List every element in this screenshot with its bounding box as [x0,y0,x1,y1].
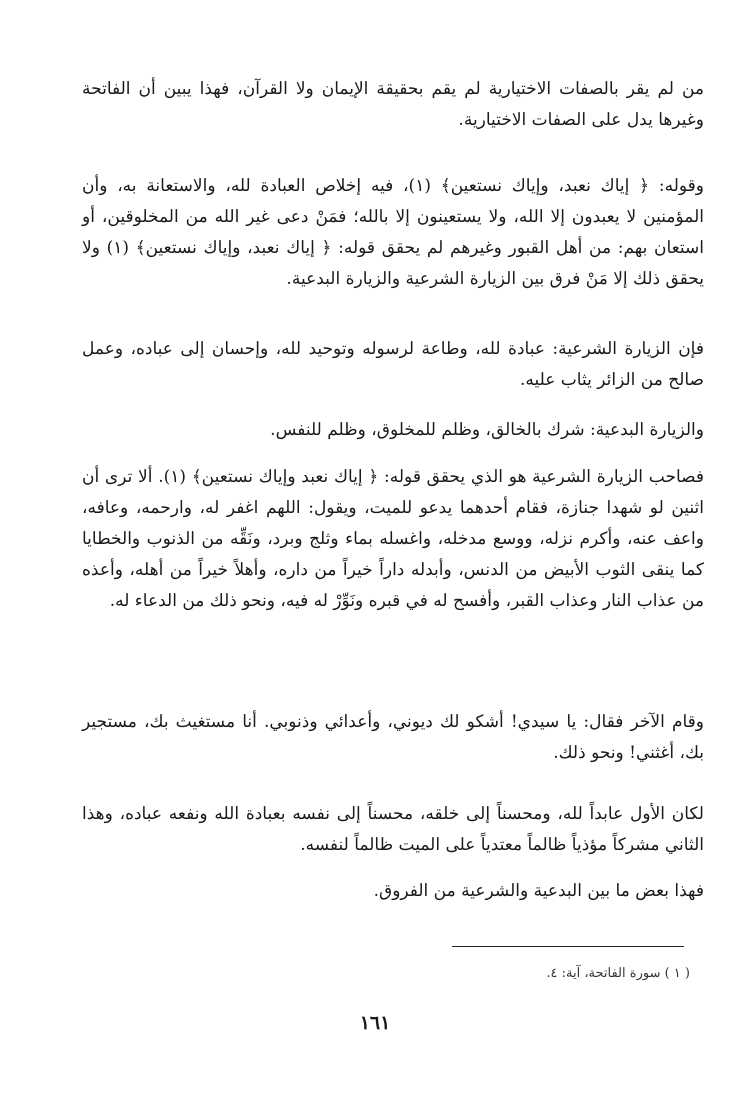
footnote-divider [452,946,684,947]
paragraph-conclusion: فهذا بعض ما بين البدعية والشرعية من الفروق. [373,881,704,901]
footnote: ( ١ ) سورة الفاتحة، آية: ٤. [546,966,690,981]
paragraph-funeral-example: فصاحب الزيارة الشرعية هو الذي يحقق قوله: ﴿ إياك نعبد وإياك نستعين﴾ (١). ألا ترى أن اثنين لو شهدا جنازة، فقام أحدهما يدعو للميت، ويقول: اللهم اغفر له، وارحمه، وعافه، واعف عنه، وأكرم نزله، ووسع مدخله، واغسله بماء وثلج وبرد، ونَقِّه من الذنوب والخطايا كما ينقى الثوب الأبيض من الدنس، وأبدله داراً خيراً من داره، وأهلاً خيراً من أهله، وأعذه من عذاب النار وعذاب القبر، وأفسح له في قبره ونَوِّرْ له فيه، ونحو ذلك من الدعاء له. [82,467,704,611]
paragraph-innovated-visitation: والزيارة البدعية: شرك بالخالق، وظلم للمخلوق، وظلم للنفس. [270,420,704,440]
paragraph-comparison: لكان الأول عابداً لله، ومحسناً إلى خلقه، محسناً إلى نفسه بعبادة الله ونفعه عباده، وهذا الثاني مشركاً مؤذياً ظالماً معتدياً على الميت ظالماً لنفسه. [82,804,704,855]
paragraph-second-visitor: وقام الآخر فقال: يا سيدي! أشكو لك ديوني، وأعدائي وذنوبي. أنا مستغيث بك، مستجير بك، أغثني! ونحو ذلك. [82,712,704,763]
page-number: ١٦١ [359,1012,391,1034]
paragraph-legitimate-visitation: فإن الزيارة الشرعية: عبادة لله، وطاعة لرسوله وتوحيد لله، وإحسان إلى عباده، وعمل صالح من الزائر يثاب عليه. [82,339,704,390]
paragraph-voluntary-attributes: من لم يقر بالصفات الاختيارية لم يقم بحقيقة الإيمان ولا القرآن، فهذا يبين أن الفاتحة وغيرها يدل على الصفات الاختيارية. [82,79,704,130]
paragraph-worship-and-seeking-help: وقوله: ﴿ إياك نعبد، وإياك نستعين﴾ (١)، فيه إخلاص العبادة لله، والاستعانة به، وأن المؤمنين لا يعبدون إلا الله، ولا يستعينون إلا بالله؛ فمَنْ دعى غير الله من المخلوقين، أو استعان بهم: من أهل القبور وغيرهم لم يحقق قوله: ﴿ إياك نعبد، وإياك نستعين﴾ (١) ولا يحقق ذلك إلا مَنْ فرق بين الزيارة الشرعية والزيارة البدعية. [82,176,704,289]
